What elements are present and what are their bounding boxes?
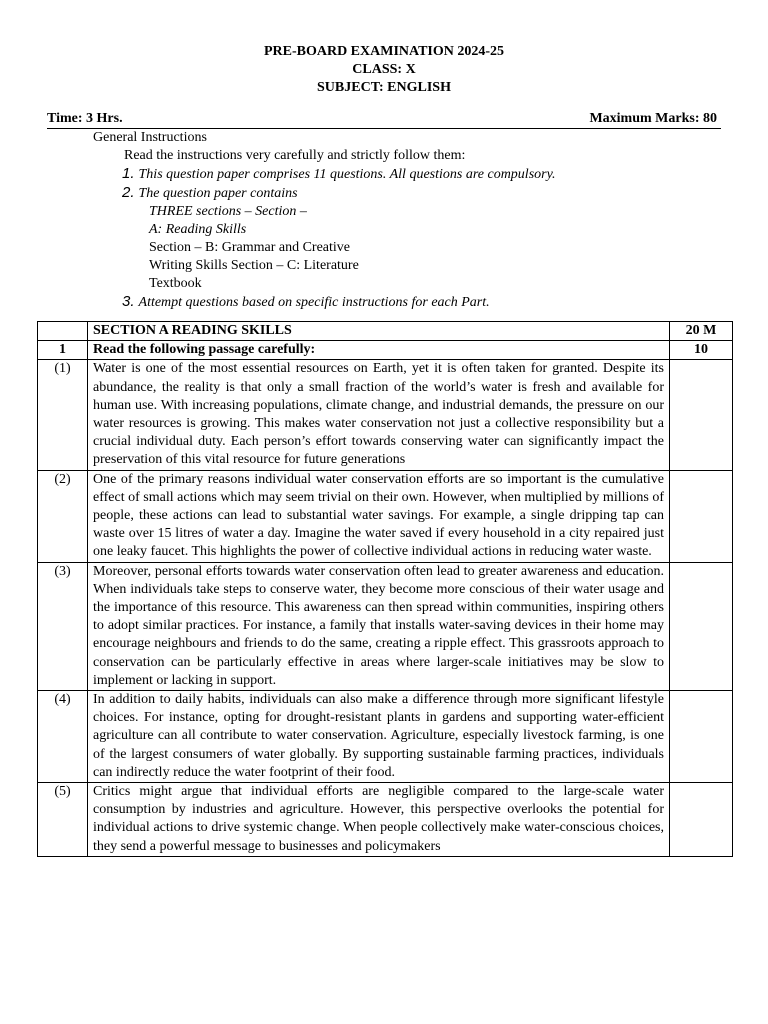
paragraph-label: (2)	[38, 470, 88, 562]
section-title: SECTION A READING SKILLS	[88, 322, 670, 341]
paragraph-tail: footprint of their food.	[269, 764, 396, 780]
paragraph-body: Critics might argue that individual efforts are negligible compared to the large-scale water consumption by industries and agriculture. However, this perspective overlooks the potential for individual actions to drive systemic change. When people collectively make water-conscious choices, they send a powerful message to businesses and policymakers	[93, 784, 664, 854]
paragraph-body: One of the primary reasons individual water conservation efforts are so important is the cumulative effect of small actions which may seem trivial on their own. However, when multiplied by millions of people, these actions can lead to substantial water savings. For example, a single dripping tap can waste over 15 litres of water a day. Imagine the water saved if every household in a city repaired just one leaky faucet. This highlights the power	[93, 471, 664, 560]
passage-row	[38, 360, 733, 470]
question-table	[37, 321, 733, 857]
marks-cell	[670, 360, 733, 470]
instruction-subline: THREE sections – Section –	[149, 204, 307, 219]
paragraph-tail: generations	[340, 452, 406, 468]
class-line: CLASS: X	[352, 62, 416, 77]
instruction-text: The question paper contains	[138, 186, 298, 201]
marks-cell	[670, 783, 733, 857]
paragraph-text	[88, 562, 670, 690]
empty-cell	[38, 322, 88, 341]
general-instructions	[93, 129, 713, 312]
instruction-subline: Textbook	[149, 276, 202, 291]
paragraph-text	[88, 360, 670, 470]
paragraph-tail: of collective individual actions in reducing water waste.	[338, 544, 652, 560]
paragraph-body: Water is one of the most essential resources on Earth, yet it is often taken for granted. Despite its abundance, the reality is that only a small fraction of the world’s water is fresh and available for human use. With increasing populations, climate change, and industrial demands, the pressure on our water resources is growing. This makes water conservation not just a collective responsibility but a crucial individual duty. Each person’s effort towards conserving water can significantly impact the preservation of this vital resource for future	[93, 361, 664, 468]
instruction-item	[93, 293, 713, 312]
instruction-number: 1.	[122, 165, 135, 182]
instruction-item	[93, 165, 713, 184]
paragraph-text	[88, 470, 670, 562]
paragraph-label: (5)	[38, 783, 88, 857]
instruction-number: 2.	[122, 184, 135, 201]
paragraph-body: Moreover, personal efforts towards water conservation often lead to greater awareness and education. When individuals take steps to conserve water, they become more conscious of their water usage and the importance of this resource. This awareness can then spread within communities, inspiring others to adopt similar practices. For instance, a family that installs water-saving devices in their home may encourage neighbours and friends to do the same, creating a ripple effect. This grassroots approach to conservation can be particularly effective in areas where larger-scale initiatives may be slow to	[93, 563, 664, 670]
instruction-text: Attempt questions based on specific instructions for each Part.	[138, 295, 490, 310]
exam-header	[0, 43, 768, 97]
paragraph-label: (4)	[38, 691, 88, 783]
paragraph-tail: implement or lacking in support.	[93, 672, 277, 688]
time-allowed: Time: 3 Hrs.	[47, 111, 123, 126]
instruction-subline: A: Reading Skills	[149, 222, 247, 237]
paragraph-label: (3)	[38, 562, 88, 690]
maximum-marks: Maximum Marks: 80	[589, 111, 717, 126]
instructions-title: General Instructions	[93, 130, 207, 145]
question-number: 1	[38, 341, 88, 360]
section-row	[38, 322, 733, 341]
instruction-subline: Writing Skills Section – C: Literature	[149, 258, 359, 273]
marks-cell	[670, 562, 733, 690]
instructions-lead: Read the instructions very carefully and strictly follow them:	[124, 148, 466, 163]
marks-cell	[670, 470, 733, 562]
instruction-number: 3.	[122, 293, 135, 310]
paragraph-label: (1)	[38, 360, 88, 470]
instruction-subline: Section – B: Grammar and Creative	[149, 240, 350, 255]
marks-cell	[670, 691, 733, 783]
passage-row	[38, 783, 733, 857]
subject-line: SUBJECT: ENGLISH	[317, 80, 451, 95]
instruction-text: This question paper comprises 11 questions. All questions are compulsory.	[138, 167, 556, 182]
section-marks: 20 M	[670, 322, 733, 341]
passage-row	[38, 691, 733, 783]
passage-row	[38, 562, 733, 690]
paragraph-body: In addition to daily habits, individuals can also make a difference through more significant lifestyle choices. For instance, opting for drought-resistant plants in gardens and supporting water-efficient agriculture can all contribute to water conservation. Agriculture, especially livestock farming, is one of the largest consumers of water globally. By supporting sustainable farming practices, individuals can indirectly reduce the water	[93, 692, 664, 780]
exam-title: PRE-BOARD EXAMINATION 2024-25	[263, 44, 505, 59]
paragraph-text	[88, 783, 670, 857]
question-marks: 10	[670, 341, 733, 360]
question-row	[38, 341, 733, 360]
paragraph-text	[88, 691, 670, 783]
passage-row	[38, 470, 733, 562]
instruction-item	[93, 184, 713, 203]
question-text: Read the following passage carefully:	[88, 341, 670, 360]
time-marks-row	[47, 110, 721, 129]
